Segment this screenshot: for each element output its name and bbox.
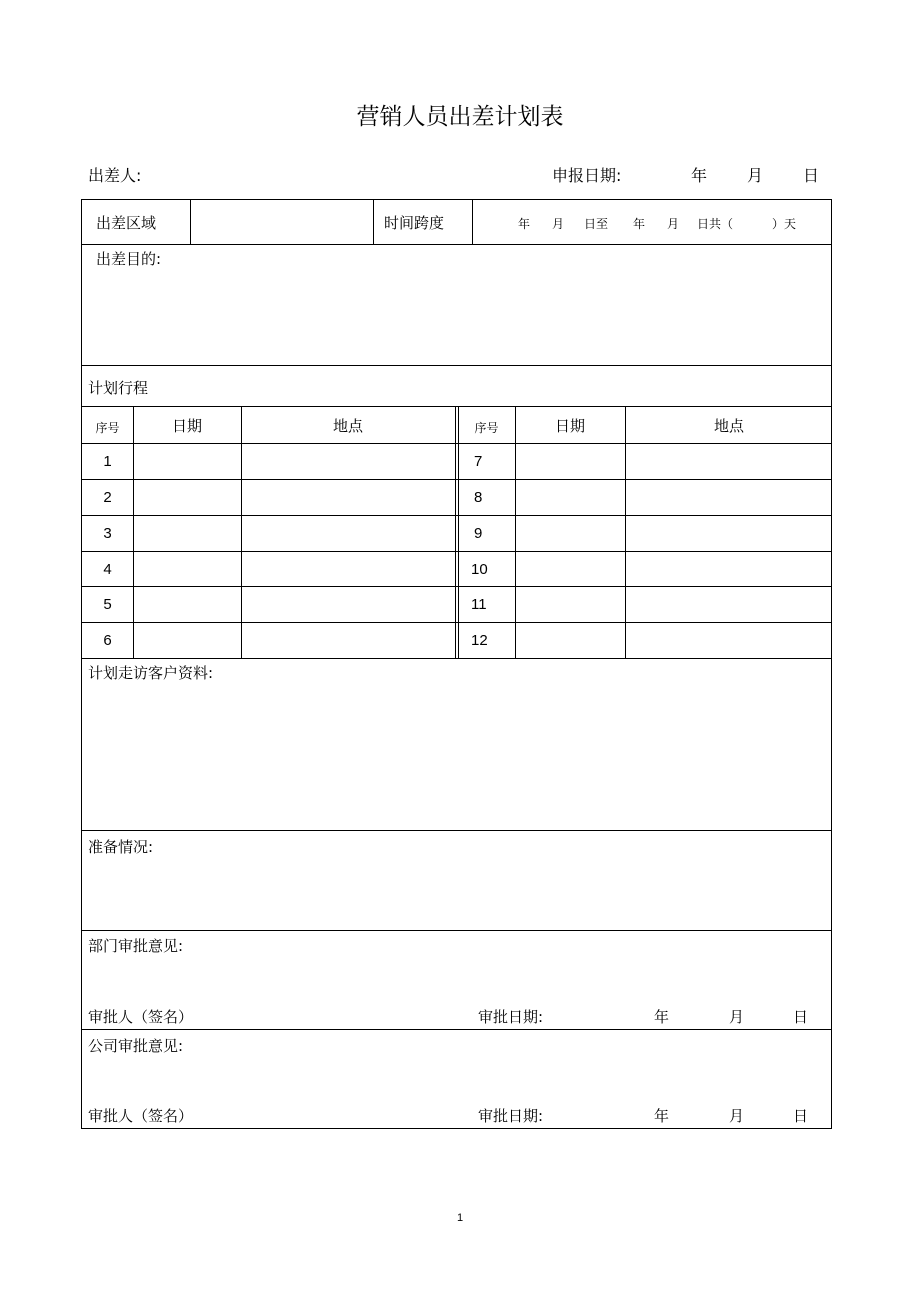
itinerary-label: 计划行程	[88, 379, 149, 397]
page-title: 营销人员出差计划表	[356, 104, 564, 130]
apply-day: 日	[803, 166, 820, 185]
rule	[190, 200, 191, 244]
span-year-2: 年	[633, 217, 646, 231]
rule	[82, 622, 831, 623]
region-label: 出差区域	[96, 214, 157, 232]
dept-approver-signature: 审批人（签名）	[88, 1008, 194, 1026]
col-date-right: 日期	[554, 417, 585, 435]
dept-month: 月	[729, 1008, 745, 1026]
rule	[82, 1029, 831, 1030]
time-span-label: 时间跨度	[384, 214, 445, 232]
rule	[133, 406, 134, 658]
company-year: 年	[654, 1107, 670, 1125]
dept-approval-date-label: 审批日期:	[478, 1008, 544, 1026]
purpose-label: 出差目的:	[96, 250, 162, 268]
rule	[82, 244, 831, 245]
client-visit-label: 计划走访客户资料:	[88, 664, 214, 682]
col-seq-right: 序号	[474, 421, 499, 435]
apply-year: 年	[691, 166, 708, 185]
span-month-2: 月	[667, 217, 680, 231]
rule	[373, 200, 374, 244]
company-approval-label: 公司审批意见:	[88, 1037, 184, 1055]
rule	[82, 658, 831, 659]
col-date-left: 日期	[171, 417, 202, 435]
apply-date-label: 申报日期:	[552, 166, 622, 185]
rule	[241, 406, 242, 658]
rule	[82, 586, 831, 587]
rule	[455, 406, 456, 658]
row-number: 9	[474, 525, 483, 542]
row-number: 6	[103, 632, 112, 649]
rule	[458, 406, 459, 658]
rule	[82, 365, 831, 366]
page-number: 1	[456, 1212, 464, 1224]
dept-day: 日	[793, 1008, 809, 1026]
rule	[82, 443, 831, 444]
dept-year: 年	[654, 1008, 670, 1026]
row-number: 1	[103, 453, 112, 470]
row-number: 3	[103, 525, 112, 542]
col-place-right: 地点	[713, 417, 744, 435]
company-day: 日	[793, 1107, 809, 1125]
rule	[82, 830, 831, 831]
apply-month: 月	[747, 166, 764, 185]
rule	[472, 200, 473, 244]
row-number: 4	[103, 561, 112, 578]
row-number: 12	[471, 632, 488, 649]
row-number: 10	[471, 561, 488, 578]
row-number: 5	[103, 596, 112, 613]
rule	[625, 406, 626, 658]
row-number: 7	[474, 453, 483, 470]
traveler-label: 出差人:	[88, 166, 142, 185]
col-place-left: 地点	[332, 417, 363, 435]
form-table	[81, 199, 832, 1129]
span-days: ）天	[772, 217, 797, 231]
span-year-1: 年	[518, 217, 531, 231]
row-number: 8	[474, 489, 483, 506]
col-seq-left: 序号	[95, 421, 120, 435]
company-month: 月	[729, 1107, 745, 1125]
rule	[82, 406, 831, 407]
preparation-label: 准备情况:	[88, 838, 154, 856]
span-month-1: 月	[552, 217, 565, 231]
rule	[515, 406, 516, 658]
company-approval-date-label: 审批日期:	[478, 1107, 544, 1125]
span-day-to: 日至	[584, 217, 609, 231]
row-number: 2	[103, 489, 112, 506]
row-number: 11	[471, 596, 487, 613]
rule	[82, 930, 831, 931]
span-day-total: 日共（	[697, 217, 734, 231]
rule	[82, 515, 831, 516]
company-approver-signature: 审批人（签名）	[88, 1107, 194, 1125]
dept-approval-label: 部门审批意见:	[88, 937, 184, 955]
rule	[82, 551, 831, 552]
rule	[82, 479, 831, 480]
